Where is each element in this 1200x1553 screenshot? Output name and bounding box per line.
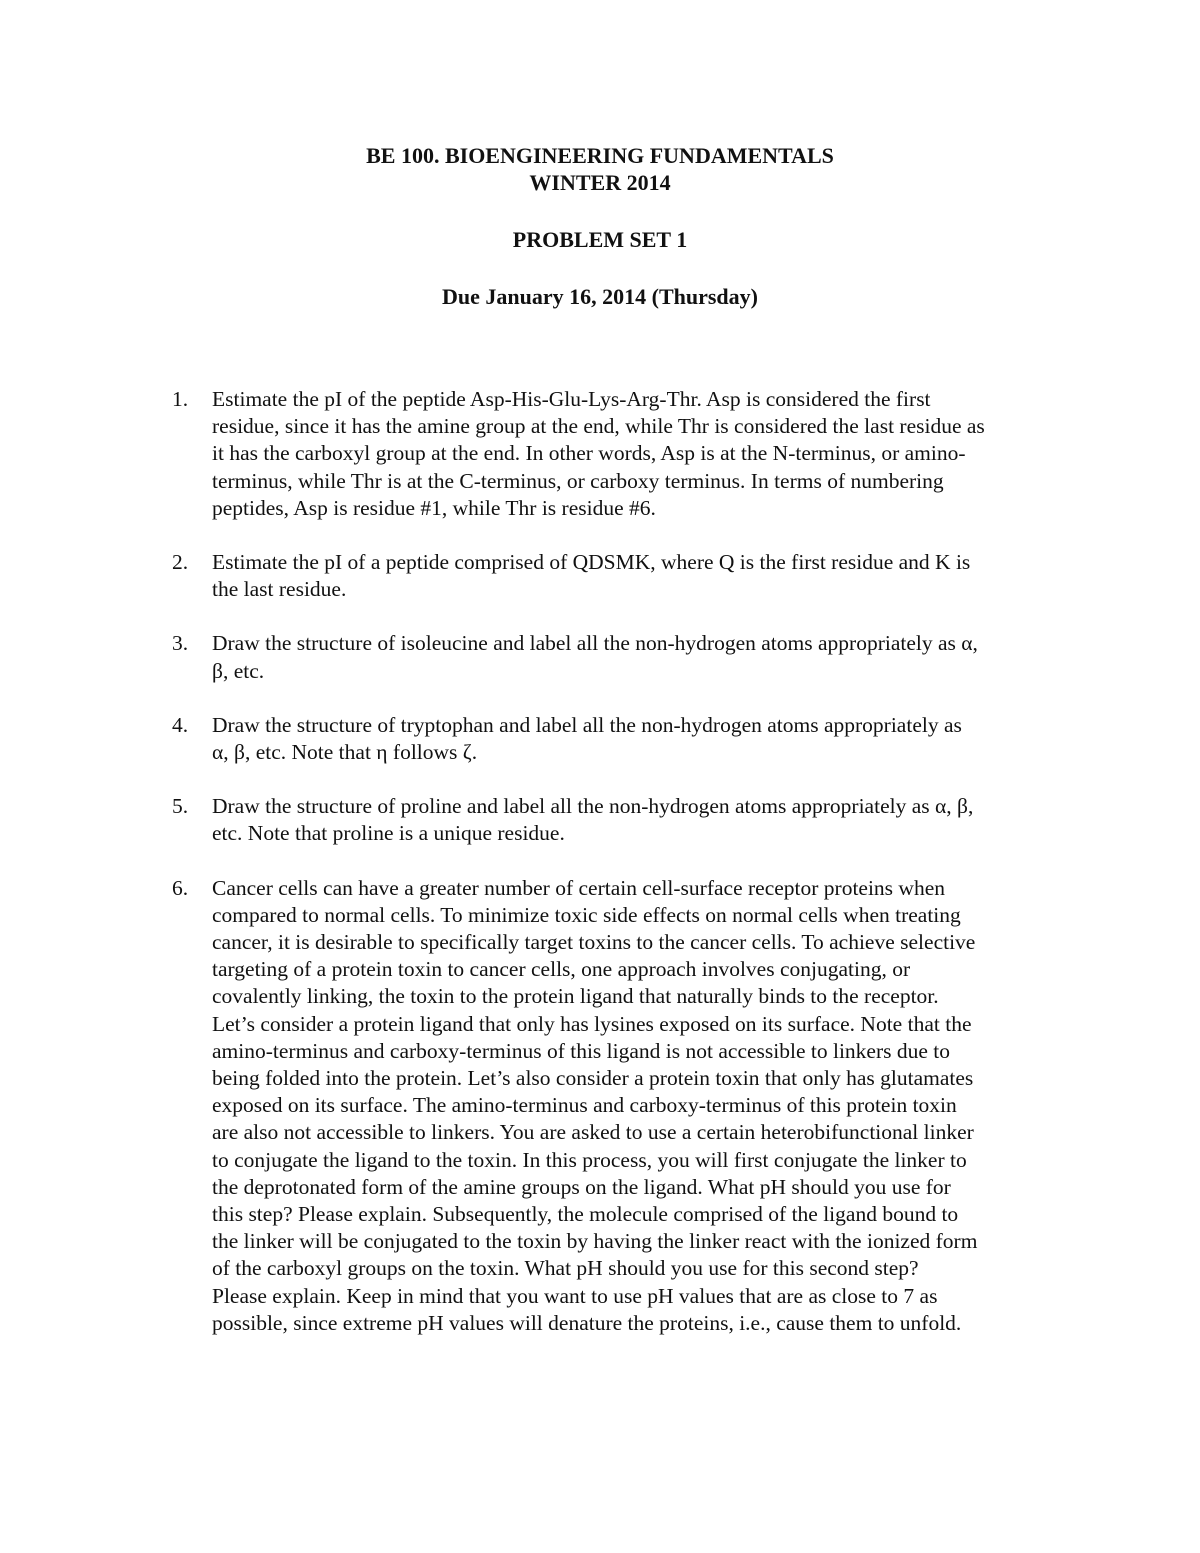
- problem-line: Draw the structure of proline and label all the non-hydrogen atoms appropriately as α, β,: [212, 794, 974, 819]
- problem-text: [212, 793, 1072, 847]
- problem-line: Cancer cells can have a greater number of certain cell-surface receptor proteins when: [212, 875, 945, 900]
- problem-line: possible, since extreme pH values will denature the proteins, i.e., cause them to unfold.: [212, 1310, 962, 1335]
- problem-line: terminus, while Thr is at the C-terminus, or carboxy terminus. In terms of numbering: [212, 468, 944, 493]
- problem-number: 1.: [172, 387, 189, 411]
- problem-line: β, etc.: [212, 658, 265, 683]
- problem-number: 3.: [172, 631, 189, 656]
- document-header: [0, 142, 1200, 310]
- problem-line: covalently linking, the toxin to the protein ligand that naturally binds to the receptor.: [212, 984, 939, 1009]
- problem-line: peptides, Asp is residue #1, while Thr is residue #6.: [212, 495, 656, 520]
- problem-text: [212, 712, 1072, 766]
- problem-line: cancer, it is desirable to specifically target toxins to the cancer cells. To achieve selective: [212, 930, 976, 955]
- problem-text: [212, 875, 1072, 1337]
- problem-line: this step? Please explain. Subsequently, the molecule comprised of the ligand bound to: [212, 1202, 959, 1227]
- problem-line: the linker will be conjugated to the toxin by having the linker react with the ionized form: [212, 1229, 978, 1254]
- problem-item: [172, 712, 1072, 766]
- problem-line: Draw the structure of isoleucine and label all the non-hydrogen atoms appropriately as α,: [212, 631, 978, 656]
- problem-line: the deprotonated form of the amine groups on the ligand. What pH should you use for: [212, 1174, 951, 1199]
- problem-list: [172, 386, 1072, 1364]
- problem-line: exposed on its surface. The amino-terminus and carboxy-terminus of this protein toxin: [212, 1093, 957, 1118]
- problem-line: are also not accessible to linkers. You are asked to use a certain heterobifunctional linker: [212, 1120, 974, 1145]
- course-title: BE 100. BIOENGINEERING FUNDAMENTALS: [366, 143, 834, 168]
- problem-number: 5.: [172, 794, 189, 819]
- problem-line: etc. Note that proline is a unique residue.: [212, 821, 565, 846]
- due-date: Due January 16, 2014 (Thursday): [442, 284, 758, 309]
- problem-item: [172, 875, 1072, 1337]
- problem-line: compared to normal cells. To minimize toxic side effects on normal cells when treating: [212, 902, 961, 927]
- problem-number: 6.: [172, 875, 189, 900]
- problem-line: of the carboxyl groups on the toxin. What pH should you use for this second step?: [212, 1256, 919, 1281]
- problem-item: [172, 630, 1072, 684]
- problem-line: Estimate the pI of a peptide comprised of QDSMK, where Q is the first residue and K is: [212, 550, 971, 575]
- problem-line: residue, since it has the amine group at the end, while Thr is considered the last residue as: [212, 414, 985, 439]
- problem-text: [212, 630, 1072, 684]
- problem-line: Draw the structure of tryptophan and label all the non-hydrogen atoms appropriately as: [212, 712, 962, 737]
- problem-text: [212, 549, 1072, 603]
- term-title: WINTER 2014: [529, 170, 671, 195]
- problem-line: it has the carboxyl group at the end. In other words, Asp is at the N-terminus, or amino-: [212, 441, 966, 466]
- problem-set-title: PROBLEM SET 1: [512, 227, 688, 252]
- problem-number: 4.: [172, 712, 189, 737]
- problem-line: being folded into the protein. Let’s also consider a protein toxin that only has glutamates: [212, 1066, 974, 1091]
- problem-item: [172, 549, 1072, 603]
- problem-line: targeting of a protein toxin to cancer cells, one approach involves conjugating, or: [212, 957, 911, 982]
- problem-item: [172, 386, 1072, 522]
- problem-number: 2.: [172, 550, 189, 575]
- problem-line: α, β, etc. Note that η follows ζ.: [212, 740, 478, 765]
- problem-item: [172, 793, 1072, 847]
- problem-text: [212, 386, 1072, 522]
- problem-line: amino-terminus and carboxy-terminus of this ligand is not accessible to linkers due to: [212, 1038, 951, 1063]
- problem-line: the last residue.: [212, 577, 347, 602]
- problem-line: to conjugate the ligand to the toxin. In this process, you will first conjugate the linker to: [212, 1147, 967, 1172]
- problem-line: Estimate the pI of the peptide Asp-His-Glu-Lys-Arg-Thr. Asp is considered the first: [212, 387, 931, 411]
- problem-line: Let’s consider a protein ligand that only has lysines exposed on its surface. Note that the: [212, 1011, 972, 1036]
- problem-line: Please explain. Keep in mind that you want to use pH values that are as close to 7 as: [212, 1283, 938, 1308]
